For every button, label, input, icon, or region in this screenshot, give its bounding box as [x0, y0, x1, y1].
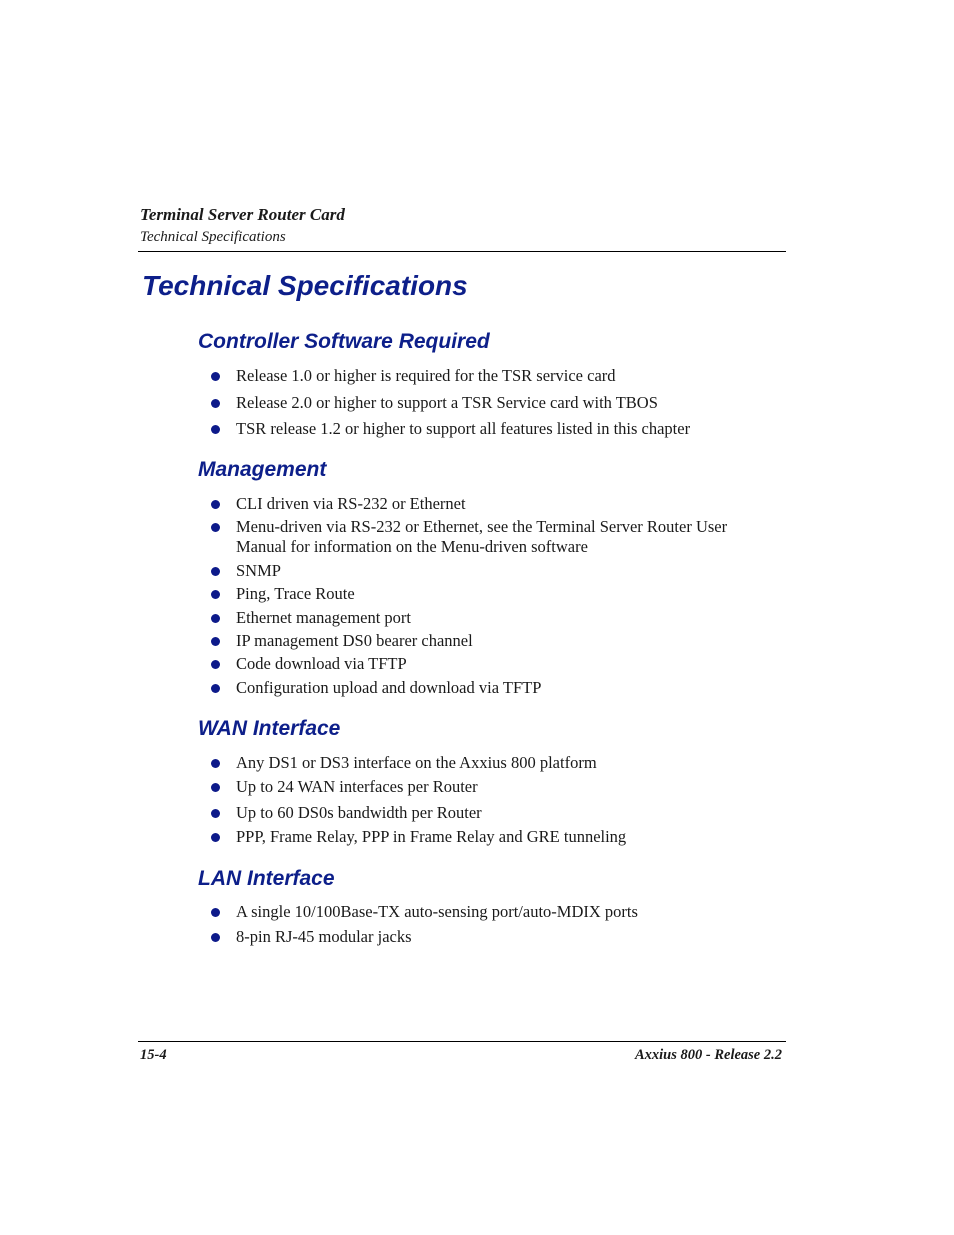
bullet-icon [211, 809, 220, 818]
list-item: Menu-driven via RS-232 or Ethernet, see the Terminal Server Router User Manual for information on the Menu-driven software [236, 517, 776, 557]
footer-rule [138, 1041, 786, 1042]
bullet-icon [211, 759, 220, 768]
list-item: Up to 24 WAN interfaces per Router [236, 777, 776, 797]
bullet-icon [211, 425, 220, 434]
list-item: TSR release 1.2 or higher to support all features listed in this chapter [236, 419, 776, 439]
section-heading-controller-software: Controller Software Required [198, 330, 490, 353]
list-item: Release 1.0 or higher is required for the TSR service card [236, 366, 776, 386]
list-item: Ping, Trace Route [236, 584, 776, 604]
bullet-icon [211, 833, 220, 842]
page-title: Technical Specifications [142, 270, 468, 301]
running-header-title: Terminal Server Router Card [140, 205, 345, 224]
section-heading-management: Management [198, 458, 327, 481]
bullet-icon [211, 567, 220, 576]
section-heading-lan-interface: LAN Interface [198, 867, 335, 890]
bullet-icon [211, 637, 220, 646]
header-rule [138, 251, 786, 252]
list-item: SNMP [236, 561, 776, 581]
bullet-icon [211, 908, 220, 917]
bullet-icon [211, 590, 220, 599]
footer-product: Axxius 800 - Release 2.2 [634, 1047, 782, 1063]
bullet-icon [211, 660, 220, 669]
bullet-icon [211, 372, 220, 381]
list-item: Ethernet management port [236, 608, 776, 628]
list-item: Configuration upload and download via TFTP [236, 678, 776, 698]
running-header-subtitle: Technical Specifications [140, 229, 286, 245]
list-item: Release 2.0 or higher to support a TSR Service card with TBOS [236, 393, 776, 413]
list-item: PPP, Frame Relay, PPP in Frame Relay and GRE tunneling [236, 827, 776, 847]
list-item: Any DS1 or DS3 interface on the Axxius 800 platform [236, 753, 776, 773]
bullet-icon [211, 783, 220, 792]
list-item: Code download via TFTP [236, 654, 776, 674]
list-item: Up to 60 DS0s bandwidth per Router [236, 803, 776, 823]
list-item: 8-pin RJ-45 modular jacks [236, 927, 776, 947]
bullet-icon [211, 614, 220, 623]
page-number: 15-4 [140, 1047, 167, 1063]
list-item: IP management DS0 bearer channel [236, 631, 776, 651]
bullet-icon [211, 500, 220, 509]
bullet-icon [211, 933, 220, 942]
bullet-icon [211, 399, 220, 408]
list-item: CLI driven via RS-232 or Ethernet [236, 494, 776, 514]
section-heading-wan-interface: WAN Interface [198, 717, 341, 740]
bullet-icon [211, 684, 220, 693]
list-item: A single 10/100Base-TX auto-sensing port/auto-MDIX ports [236, 902, 776, 922]
bullet-icon [211, 523, 220, 532]
